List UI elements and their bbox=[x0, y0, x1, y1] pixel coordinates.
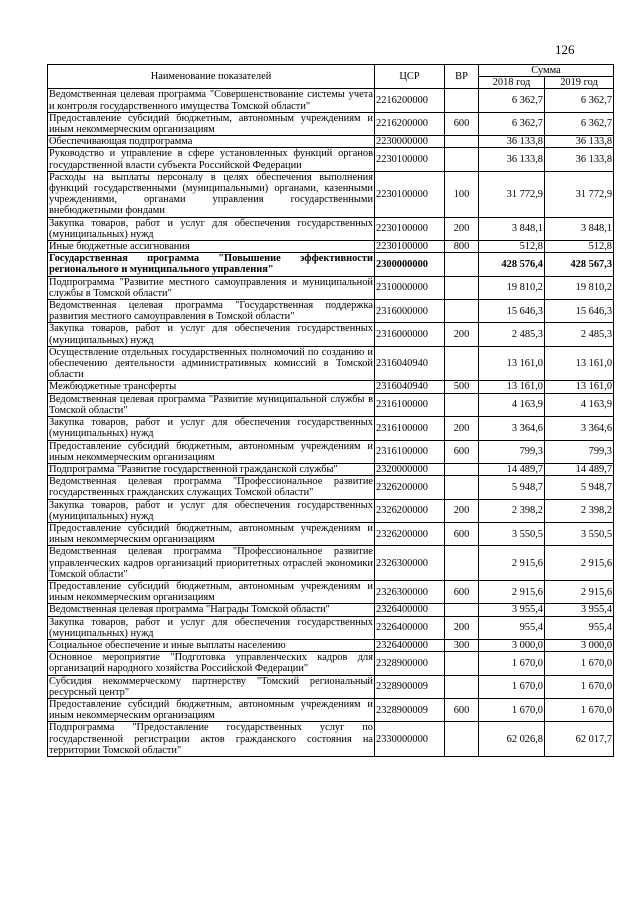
row-2018: 31 772,9 bbox=[479, 171, 545, 217]
row-name: Расходы на выплаты персоналу в целях обеспечения выполнения функций государственными (муниципальными) органами, казенными учреждениями, органами управления государственными внебюджетными фондами bbox=[49, 171, 373, 217]
row-vr: 200 bbox=[445, 323, 479, 346]
table-row bbox=[48, 652, 614, 675]
row-vr bbox=[445, 675, 479, 698]
row-csr: 2230000000 bbox=[375, 136, 445, 148]
row-2018: 2 915,6 bbox=[479, 546, 545, 581]
row-name: Предоставление субсидий бюджетным, автономным учреждениям и иным некоммерческим организациям bbox=[49, 580, 373, 604]
row-name: Иные бюджетные ассигнования bbox=[48, 241, 375, 253]
row-2019: 1 670,0 bbox=[545, 698, 614, 721]
row-vr: 600 bbox=[445, 440, 479, 463]
row-2019: 3 955,4 bbox=[545, 604, 614, 616]
row-vr: 500 bbox=[445, 381, 479, 393]
row-csr: 2326200000 bbox=[375, 476, 445, 499]
row-2018: 1 670,0 bbox=[479, 675, 545, 698]
row-2018: 5 948,7 bbox=[479, 476, 545, 499]
row-vr: 600 bbox=[445, 522, 479, 545]
row-2019: 6 362,7 bbox=[545, 89, 614, 112]
table-row bbox=[48, 440, 614, 463]
row-vr bbox=[445, 476, 479, 499]
table-row bbox=[48, 136, 614, 148]
row-vr: 200 bbox=[445, 217, 479, 240]
row-csr: 2326400000 bbox=[375, 616, 445, 639]
row-name: Обеспечивающая подпрограмма bbox=[48, 136, 375, 148]
row-2018: 14 489,7 bbox=[479, 463, 545, 475]
row-csr: 2326300000 bbox=[375, 580, 445, 603]
row-2019: 4 163,9 bbox=[545, 393, 614, 416]
row-vr bbox=[445, 393, 479, 416]
row-2018: 62 026,8 bbox=[479, 722, 545, 757]
row-csr: 2230100000 bbox=[375, 171, 445, 217]
table-row bbox=[48, 346, 614, 381]
header-name: Наименование показателей bbox=[48, 65, 375, 89]
row-csr: 2316100000 bbox=[375, 393, 445, 416]
header-sum: Сумма bbox=[479, 65, 614, 77]
row-name: Ведомственная целевая программа "Профессиональное развитие управленческих кадров организаций приоритетных отраслей экономики Томской области" bbox=[49, 546, 373, 580]
row-name: Социальное обеспечение и иные выплаты населению bbox=[48, 639, 375, 651]
row-csr: 2328900009 bbox=[375, 698, 445, 721]
row-csr: 2316000000 bbox=[375, 300, 445, 323]
row-2018: 2 485,3 bbox=[479, 323, 545, 346]
row-vr: 200 bbox=[445, 499, 479, 522]
header-vr: ВР bbox=[445, 65, 479, 89]
row-name: Подпрограмма "Развитие местного самоуправления и муниципальной службы в Томской области" bbox=[49, 276, 373, 299]
row-csr: 2316100000 bbox=[375, 440, 445, 463]
row-csr: 2326200000 bbox=[375, 522, 445, 545]
row-2018: 428 576,4 bbox=[479, 253, 545, 276]
table-row bbox=[48, 148, 614, 171]
row-2019: 62 017,7 bbox=[545, 722, 614, 757]
row-name: Закупка товаров, работ и услуг для обеспечения государственных (муниципальных) нужд bbox=[49, 323, 373, 346]
row-2018: 13 161,0 bbox=[479, 381, 545, 393]
row-vr: 300 bbox=[445, 639, 479, 651]
row-csr: 2300000000 bbox=[375, 253, 445, 276]
row-csr: 2216200000 bbox=[375, 89, 445, 112]
row-2019: 36 133,8 bbox=[545, 136, 614, 148]
table-row bbox=[48, 463, 614, 475]
row-2019: 2 915,6 bbox=[545, 580, 614, 603]
row-2019: 2 485,3 bbox=[545, 323, 614, 346]
table-row bbox=[48, 276, 614, 299]
table-row bbox=[48, 604, 614, 616]
row-2019: 6 362,7 bbox=[545, 112, 614, 135]
table-row bbox=[48, 253, 614, 276]
row-name: Ведомственная целевая программа "Государственная поддержка развития местного самоуправления в Томской области" bbox=[49, 300, 373, 323]
row-name: Подпрограмма "Предоставление государственных услуг по государственной регистрации актов гражданского состояния на территории Томской области" bbox=[49, 722, 373, 756]
row-2018: 15 646,3 bbox=[479, 300, 545, 323]
row-vr bbox=[445, 463, 479, 475]
row-name: Ведомственная целевая программа "Награды Томской области" bbox=[48, 604, 375, 616]
row-name: Подпрограмма "Развитие государственной гражданской службы" bbox=[48, 463, 375, 475]
table-row bbox=[48, 546, 614, 581]
row-vr: 200 bbox=[445, 417, 479, 440]
table-row bbox=[48, 417, 614, 440]
row-name: Ведомственная целевая программа "Развитие муниципальной службы в Томской области" bbox=[49, 393, 373, 416]
row-csr: 2326400000 bbox=[375, 639, 445, 651]
row-name: Осуществление отдельных государственных полномочий по созданию и обеспечению деятельности административных комиссий в Томской области bbox=[49, 346, 373, 381]
row-vr bbox=[445, 722, 479, 757]
row-csr: 2310000000 bbox=[375, 276, 445, 299]
row-2018: 3 000,0 bbox=[479, 639, 545, 651]
row-vr: 600 bbox=[445, 698, 479, 721]
row-2018: 799,3 bbox=[479, 440, 545, 463]
row-2019: 2 398,2 bbox=[545, 499, 614, 522]
row-2019: 3 550,5 bbox=[545, 522, 614, 545]
row-vr: 800 bbox=[445, 241, 479, 253]
row-name: Закупка товаров, работ и услуг для обеспечения государственных (муниципальных) нужд bbox=[49, 417, 373, 440]
row-csr: 2230100000 bbox=[375, 241, 445, 253]
row-csr: 2230100000 bbox=[375, 217, 445, 240]
row-2018: 6 362,7 bbox=[479, 89, 545, 112]
table-row bbox=[48, 580, 614, 603]
row-vr: 200 bbox=[445, 616, 479, 639]
row-vr bbox=[445, 276, 479, 299]
row-vr bbox=[445, 89, 479, 112]
row-2018: 2 398,2 bbox=[479, 499, 545, 522]
row-2018: 512,8 bbox=[479, 241, 545, 253]
row-2019: 3 364,6 bbox=[545, 417, 614, 440]
row-2018: 19 810,2 bbox=[479, 276, 545, 299]
row-2018: 13 161,0 bbox=[479, 346, 545, 381]
row-2019: 13 161,0 bbox=[545, 346, 614, 381]
row-name: Субсидия некоммерческому партнерству "Томский региональный ресурсный центр" bbox=[49, 675, 373, 698]
budget-table bbox=[47, 64, 614, 757]
table-row bbox=[48, 698, 614, 721]
row-csr: 2326300000 bbox=[375, 546, 445, 581]
row-name: Предоставление субсидий бюджетным, автономным учреждениям и иным некоммерческим организациям bbox=[49, 112, 373, 136]
row-2019: 512,8 bbox=[545, 241, 614, 253]
row-csr: 2326200000 bbox=[375, 499, 445, 522]
row-name: Предоставление субсидий бюджетным, автономным учреждениям и иным некоммерческим организациям bbox=[49, 440, 373, 463]
row-vr bbox=[445, 604, 479, 616]
row-2018: 955,4 bbox=[479, 616, 545, 639]
table-row bbox=[48, 323, 614, 346]
row-2018: 36 133,8 bbox=[479, 148, 545, 171]
row-2019: 13 161,0 bbox=[545, 381, 614, 393]
row-vr: 600 bbox=[445, 112, 479, 135]
row-csr: 2216200000 bbox=[375, 112, 445, 135]
row-2019: 3 848,1 bbox=[545, 217, 614, 240]
table-row bbox=[48, 217, 614, 240]
row-vr bbox=[445, 148, 479, 171]
row-csr: 2316040940 bbox=[375, 381, 445, 393]
table-body bbox=[48, 89, 614, 757]
row-2019: 36 133,8 bbox=[545, 148, 614, 171]
row-2019: 955,4 bbox=[545, 616, 614, 639]
table-row bbox=[48, 476, 614, 499]
row-2018: 3 955,4 bbox=[479, 604, 545, 616]
row-csr: 2320000000 bbox=[375, 463, 445, 475]
table-row bbox=[48, 522, 614, 545]
row-2019: 799,3 bbox=[545, 440, 614, 463]
row-vr bbox=[445, 253, 479, 276]
row-2019: 31 772,9 bbox=[545, 171, 614, 217]
row-csr: 2328900009 bbox=[375, 675, 445, 698]
row-name: Межбюджетные трансферты bbox=[48, 381, 375, 393]
row-2019: 5 948,7 bbox=[545, 476, 614, 499]
row-2018: 2 915,6 bbox=[479, 580, 545, 603]
header-2018: 2018 год bbox=[479, 77, 545, 89]
row-csr: 2230100000 bbox=[375, 148, 445, 171]
header-2019: 2019 год bbox=[545, 77, 614, 89]
row-2019: 14 489,7 bbox=[545, 463, 614, 475]
table-row bbox=[48, 112, 614, 135]
row-2018: 6 362,7 bbox=[479, 112, 545, 135]
row-2018: 36 133,8 bbox=[479, 136, 545, 148]
table-row bbox=[48, 499, 614, 522]
row-2018: 3 848,1 bbox=[479, 217, 545, 240]
row-name: Основное мероприятие "Подготовка управленческих кадров для организаций народного хозяйства Российской Федерации" bbox=[49, 652, 373, 675]
row-vr bbox=[445, 346, 479, 381]
row-2019: 428 567,3 bbox=[545, 253, 614, 276]
row-vr: 600 bbox=[445, 580, 479, 603]
table-row bbox=[48, 675, 614, 698]
table-row bbox=[48, 89, 614, 112]
row-2019: 3 000,0 bbox=[545, 639, 614, 651]
row-vr: 100 bbox=[445, 171, 479, 217]
table-row bbox=[48, 393, 614, 416]
row-name: Предоставление субсидий бюджетным, автономным учреждениям и иным некоммерческим организациям bbox=[49, 522, 373, 546]
row-name: Закупка товаров, работ и услуг для обеспечения государственных (муниципальных) нужд bbox=[49, 616, 373, 639]
row-2019: 19 810,2 bbox=[545, 276, 614, 299]
table-row bbox=[48, 381, 614, 393]
row-vr bbox=[445, 300, 479, 323]
row-vr bbox=[445, 546, 479, 581]
table-row bbox=[48, 300, 614, 323]
row-csr: 2316040940 bbox=[375, 346, 445, 381]
row-name: Ведомственная целевая программа "Совершенствование системы учета и контроля государственного имущества Томской области" bbox=[49, 89, 373, 112]
row-2018: 1 670,0 bbox=[479, 698, 545, 721]
table-row bbox=[48, 639, 614, 651]
row-2019: 2 915,6 bbox=[545, 546, 614, 581]
row-2018: 1 670,0 bbox=[479, 652, 545, 675]
row-2018: 3 550,5 bbox=[479, 522, 545, 545]
row-csr: 2326400000 bbox=[375, 604, 445, 616]
page-number: 126 bbox=[555, 42, 575, 57]
row-vr bbox=[445, 136, 479, 148]
table-row bbox=[48, 616, 614, 639]
row-2019: 15 646,3 bbox=[545, 300, 614, 323]
row-csr: 2316100000 bbox=[375, 417, 445, 440]
row-name: Закупка товаров, работ и услуг для обеспечения государственных (муниципальных) нужд bbox=[49, 499, 373, 522]
row-2019: 1 670,0 bbox=[545, 652, 614, 675]
row-2018: 3 364,6 bbox=[479, 417, 545, 440]
row-vr bbox=[445, 652, 479, 675]
row-2019: 1 670,0 bbox=[545, 675, 614, 698]
row-csr: 2316000000 bbox=[375, 323, 445, 346]
table-row bbox=[48, 171, 614, 217]
row-name: Закупка товаров, работ и услуг для обеспечения государственных (муниципальных) нужд bbox=[49, 217, 373, 240]
row-2018: 4 163,9 bbox=[479, 393, 545, 416]
row-csr: 2330000000 bbox=[375, 722, 445, 757]
row-name: Государственная программа "Повышение эффективности регионального и муниципального управления" bbox=[49, 253, 373, 276]
header-csr: ЦСР bbox=[375, 65, 445, 89]
table-row bbox=[48, 722, 614, 757]
table-row bbox=[48, 241, 614, 253]
row-name: Руководство и управление в сфере установленных функций органов государственной власти субъекта Российской Федерации bbox=[49, 148, 373, 171]
row-csr: 2328900000 bbox=[375, 652, 445, 675]
row-name: Ведомственная целевая программа "Профессиональное развитие государственных гражданских служащих Томской области" bbox=[49, 476, 373, 499]
row-name: Предоставление субсидий бюджетным, автономным учреждениям и иным некоммерческим организациям bbox=[49, 698, 373, 722]
